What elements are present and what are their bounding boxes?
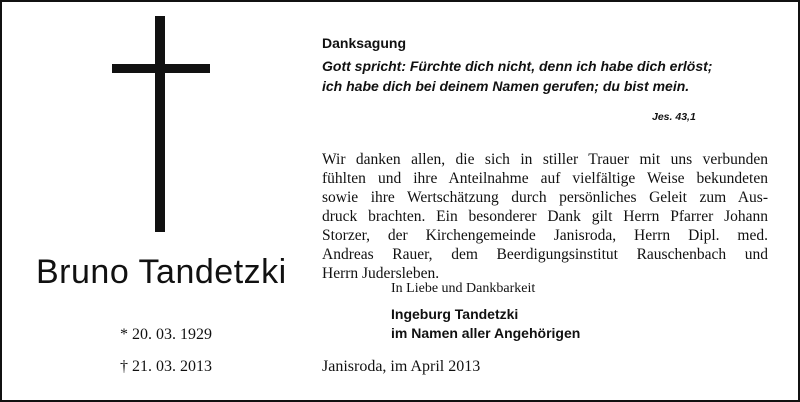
verse-reference: Jes. 43,1 [652, 111, 696, 123]
cross-icon [155, 16, 165, 232]
body-line: Andreas Rauer, dem Beerdigungsinstitut Rauschenbach und [322, 246, 768, 263]
signer-name: Ingeburg Tandetzki [391, 306, 519, 322]
closing-phrase: In Liebe und Dankbarkeit [391, 281, 536, 296]
thanks-text [322, 150, 768, 283]
bible-verse [322, 56, 712, 96]
verse-line: ich habe dich bei deinem Namen gerufen; du bist mein. [322, 78, 690, 94]
body-line: Herrn Judersleben. [322, 265, 440, 282]
place-date: Janisroda, im April 2013 [322, 358, 481, 375]
notice-heading: Danksagung [322, 35, 407, 51]
body-line: druck brachten. Ein besonderer Dank gilt Herrn Pfarrer Johann [322, 208, 768, 225]
body-line: Storzer, der Kirchengemeinde Janisroda, Herrn Dipl. med. [322, 227, 768, 244]
body-line: sowie ihre Wertschätzung durch persönliches Geleit zum Aus- [322, 189, 768, 206]
verse-line: Gott spricht: Fürchte dich nicht, denn ich habe dich erlöst; [322, 58, 713, 74]
body-line: Wir danken allen, die sich in stiller Trauer mit uns verbunden [322, 151, 768, 168]
deceased-name: Bruno Tandetzki [36, 253, 287, 291]
cross-icon-bar [112, 64, 210, 73]
birth-date: * 20. 03. 1929 [120, 326, 212, 343]
body-line: fühlten und ihre Anteilnahme auf vielfältige Weise bekundeten [322, 170, 768, 187]
signer-note: im Namen aller Angehörigen [391, 325, 581, 341]
signers [391, 305, 580, 343]
death-date: † 21. 03. 2013 [120, 358, 212, 375]
